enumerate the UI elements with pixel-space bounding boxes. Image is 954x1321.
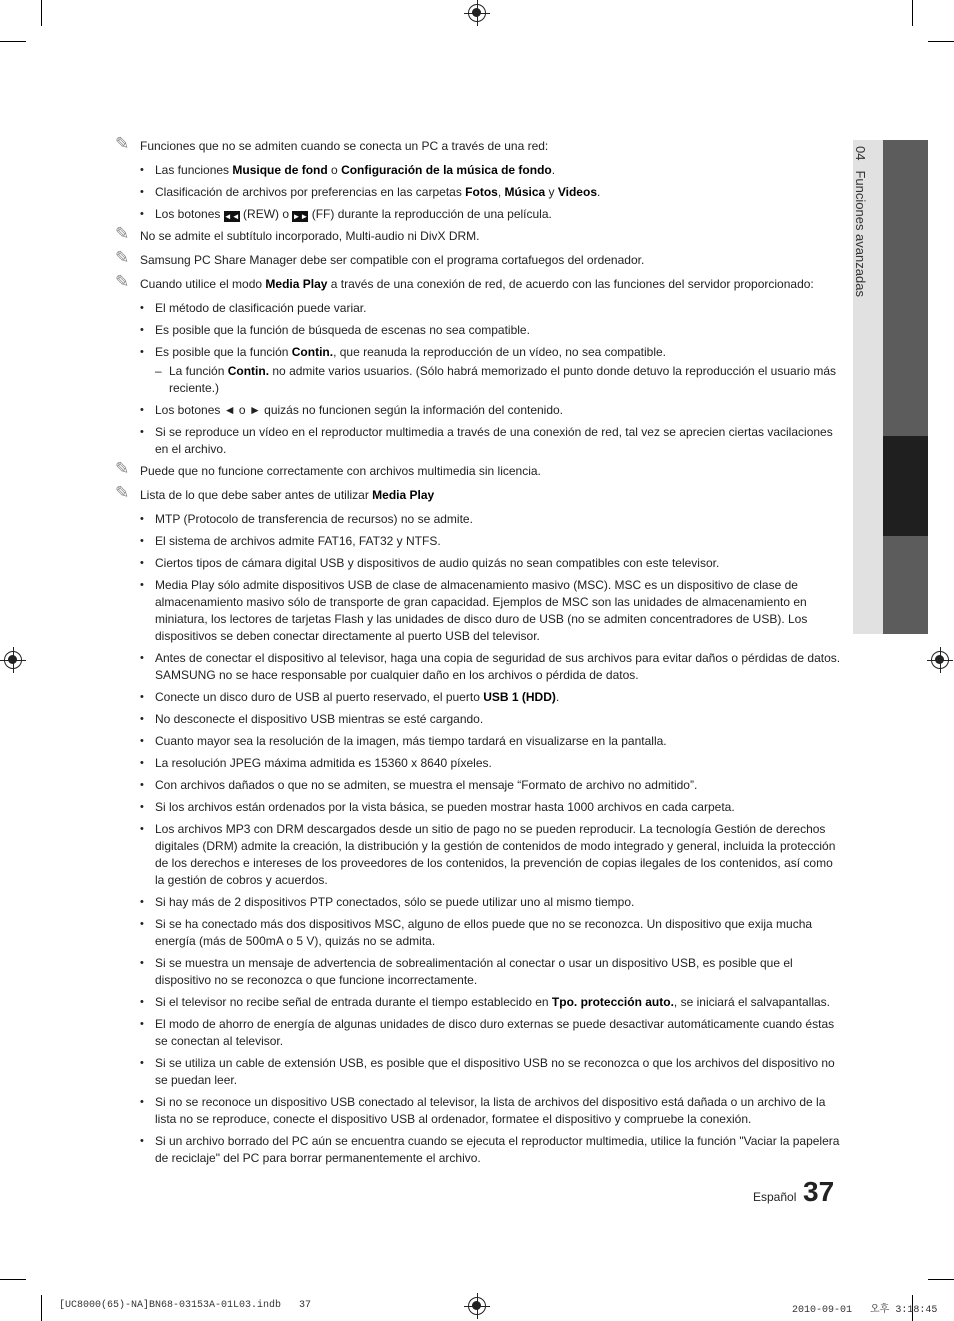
text-run: Funciones que no se admiten cuando se conecta un PC a través de una red: bbox=[140, 139, 549, 153]
text-run: (REW) o bbox=[239, 207, 293, 221]
text-run: o bbox=[327, 163, 342, 177]
bullet-item bbox=[115, 533, 841, 550]
crop-mark bbox=[41, 1295, 42, 1321]
bold-term: Media Play bbox=[265, 277, 328, 291]
bullet-item bbox=[115, 1055, 841, 1089]
text-run: El modo de ahorro de energía de algunas unidades de disco duro externas se puede desactivar automáticamente cuando éstas se conectan al televisor. bbox=[155, 1017, 835, 1048]
bullet-item bbox=[115, 1016, 841, 1050]
text-run: Si se muestra un mensaje de advertencia de sobrealimentación al conectar o usar un dispositivo USB, es posible que el dispositivo no se reconozca o que funcione incorrectamente. bbox=[155, 956, 793, 987]
text-run: . bbox=[555, 690, 560, 704]
bullet-item bbox=[115, 916, 841, 950]
text-run: Si se utiliza un cable de extensión USB, es posible que el dispositivo USB no se reconozca o que los archivos del dispositivo no se puedan leer. bbox=[155, 1056, 835, 1087]
bullet-item bbox=[115, 955, 841, 989]
page-number: 37 bbox=[803, 1176, 835, 1207]
text-run: Si el televisor no recibe señal de entrada durante el tiempo establecido en bbox=[155, 995, 552, 1009]
text-run: Los botones ◄ o ► quizás no funcionen según la información del contenido. bbox=[155, 403, 564, 417]
crop-mark bbox=[928, 41, 954, 42]
bullet-item bbox=[115, 322, 841, 339]
text-run: Si se reproduce un vídeo en el reproductor multimedia a través de una conexión de red, tal vez se aprecien ciertas vacilaciones en el archivo. bbox=[155, 425, 833, 456]
text-run: (FF) durante la reproducción de una película. bbox=[308, 207, 552, 221]
bold-term: Media Play bbox=[372, 488, 435, 502]
note-item bbox=[115, 463, 841, 480]
bold-term: Contin. bbox=[291, 345, 334, 359]
bullet-item bbox=[115, 511, 841, 528]
text-run: Cuanto mayor sea la resolución de la imagen, más tiempo tardará en visualizarse en la pantalla. bbox=[155, 734, 667, 748]
media-key-icon: ◄◄ bbox=[223, 212, 240, 221]
registration-mark-icon bbox=[4, 651, 22, 669]
footer-language: Español bbox=[753, 1190, 797, 1204]
text-run: Es posible que la función bbox=[155, 345, 292, 359]
bold-term: Musique de fond bbox=[232, 163, 328, 177]
text-run: Los archivos MP3 con DRM descargados desde un sitio de pago no se pueden reproducir. La tecnología Gestión de derechos digitales (DRM) admite la creación, la distribución y la gestión de contenidos de modo integrado y general, incluida la protección de los derechos e intereses de los proveedores de los contenidos, la prevención de copias ilegales de los contenidos, así como la gestión de cobros y acuerdos. bbox=[155, 822, 836, 887]
sub-item bbox=[115, 363, 841, 397]
bold-term: USB 1 (HDD) bbox=[483, 690, 556, 704]
print-meta-date: 2010-09-01 오후 3:18:45 bbox=[792, 1305, 938, 1316]
section-number: 04 bbox=[853, 146, 868, 161]
text-run: , que reanuda la reproducción de un vídeo, no sea compatible. bbox=[333, 345, 666, 359]
text-run: Samsung PC Share Manager debe ser compatible con el programa cortafuegos del ordenador. bbox=[140, 253, 645, 267]
bullet-item bbox=[115, 555, 841, 572]
registration-mark-icon bbox=[468, 1297, 486, 1315]
text-run: Ciertos tipos de cámara digital USB y dispositivos de audio quizás no sean compatibles con este televisor. bbox=[155, 556, 720, 570]
bold-term: Videos bbox=[557, 185, 597, 199]
text-run: Media Play sólo admite dispositivos USB de clase de almacenamiento masivo (MSC). MSC es un dispositivo de clase de almacenamiento masivo sólo de transporte de gran capacidad. Ejemplos de MSC son las unidades de almacenamiento en miniatura, los lectores de tarjetas Flash y las unidades de disco duro de USB (no se admiten concentradores de USB). Los dispositivos se deben conectar directamente al puerto USB del televisor. bbox=[155, 578, 808, 643]
bullet-item bbox=[115, 206, 841, 223]
text-run: Si se ha conectado más dos dispositivos MSC, alguno de ellos puede que no se reconozca. Un dispositivo que exija mucha energía (más de 500mA o 5 V), quizás no se admita. bbox=[155, 917, 813, 948]
bullet-item bbox=[115, 1133, 841, 1167]
text-run: . bbox=[597, 185, 601, 199]
bullet-item bbox=[115, 184, 841, 201]
note-item bbox=[115, 276, 841, 293]
side-tab-dark bbox=[883, 536, 928, 634]
text-run: Si los archivos están ordenados por la vista básica, se pueden mostrar hasta 1000 archivos en cada carpeta. bbox=[155, 800, 735, 814]
text-run: Si hay más de 2 dispositivos PTP conectados, sólo se puede utilizar uno al mismo tiempo. bbox=[155, 895, 635, 909]
bullet-item bbox=[115, 1094, 841, 1128]
bullet-item bbox=[115, 424, 841, 458]
text-run: Clasificación de archivos por preferencias en las carpetas bbox=[155, 185, 466, 199]
bold-term: Tpo. protección auto. bbox=[551, 995, 674, 1009]
text-run: Cuando utilice el modo bbox=[140, 277, 266, 291]
bullet-item bbox=[115, 894, 841, 911]
registration-mark-icon bbox=[468, 4, 486, 22]
section-name: Funciones avanzadas bbox=[853, 170, 868, 297]
text-run: Puede que no funcione correctamente con archivos multimedia sin licencia. bbox=[140, 464, 541, 478]
bullet-item bbox=[115, 650, 841, 684]
bullet-item bbox=[115, 711, 841, 728]
bold-term: Contin. bbox=[227, 364, 270, 378]
crop-mark bbox=[0, 41, 26, 42]
text-run: Si un archivo borrado del PC aún se encuentra cuando se ejecuta el reproductor multimedia, utilice la función "Vaciar la papelera de reciclaje" del PC para borrar permanentemente el archivo. bbox=[155, 1134, 840, 1165]
text-run: La función bbox=[169, 364, 228, 378]
text-run: , se iniciará el salvapantallas. bbox=[673, 995, 831, 1009]
section-title bbox=[853, 146, 868, 297]
text-run: No se admite el subtítulo incorporado, Multi-audio ni DivX DRM. bbox=[140, 229, 480, 243]
text-run: no admite varios usuarios. (Sólo habrá memorizado el punto donde detuvo la reproducción el usuario más reciente.) bbox=[169, 364, 837, 395]
crop-mark bbox=[41, 0, 42, 26]
text-run: Si no se reconoce un dispositivo USB conectado al televisor, la lista de archivos del dispositivo está dañada o un archivo de la lista no se reproduce, conecte el dispositivo USB al ordenador, formatee el dispositivo y compruebe la conexión. bbox=[155, 1095, 826, 1126]
side-tab-active bbox=[883, 436, 928, 536]
registration-mark-icon bbox=[931, 651, 949, 669]
bold-term: Configuración de la música de fondo bbox=[341, 163, 552, 177]
text-run: La resolución JPEG máxima admitida es 15360 x 8640 píxeles. bbox=[155, 756, 492, 770]
bullet-item bbox=[115, 777, 841, 794]
bullet-item bbox=[115, 689, 841, 706]
note-item bbox=[115, 138, 841, 155]
bullet-item bbox=[115, 344, 841, 361]
bullet-item bbox=[115, 799, 841, 816]
text-run: El método de clasificación puede variar. bbox=[155, 301, 367, 315]
crop-mark bbox=[912, 0, 913, 26]
text-run: Las funciones bbox=[155, 163, 233, 177]
bold-term: Música bbox=[504, 185, 546, 199]
text-run: Los botones bbox=[155, 207, 224, 221]
text-run: Conecte un disco duro de USB al puerto reservado, el puerto bbox=[155, 690, 484, 704]
text-run: Con archivos dañados o que no se admiten, se muestra el mensaje “Formato de archivo no admitido”. bbox=[155, 778, 698, 792]
text-run: MTP (Protocolo de transferencia de recursos) no se admite. bbox=[155, 512, 473, 526]
text-run: y bbox=[545, 185, 558, 199]
bullet-item bbox=[115, 577, 841, 645]
bullet-item bbox=[115, 994, 841, 1011]
bullet-item bbox=[115, 402, 841, 419]
crop-mark bbox=[0, 1279, 26, 1280]
text-run: . bbox=[551, 163, 556, 177]
media-key-icon: ►► bbox=[292, 212, 309, 221]
note-item bbox=[115, 487, 841, 504]
side-tab-dark bbox=[883, 140, 928, 436]
note-item bbox=[115, 252, 841, 269]
bullet-item bbox=[115, 300, 841, 317]
crop-mark bbox=[928, 1279, 954, 1280]
print-meta-file: [UC8000(65)-NA]BN68-03153A-01L03.indb 37 bbox=[59, 1300, 312, 1311]
text-run: , bbox=[497, 185, 505, 199]
bullet-item bbox=[115, 755, 841, 772]
bullet-item bbox=[115, 733, 841, 750]
text-run: No desconecte el dispositivo USB mientras se esté cargando. bbox=[155, 712, 484, 726]
bold-term: Fotos bbox=[465, 185, 498, 199]
text-run: Lista de lo que debe saber antes de utilizar bbox=[140, 488, 373, 502]
text-run: El sistema de archivos admite FAT16, FAT32 y NTFS. bbox=[155, 534, 441, 548]
note-item bbox=[115, 228, 841, 245]
text-run: Antes de conectar el dispositivo al televisor, haga una copia de seguridad de sus archivos para evitar daños o pérdidas de datos. SAMSUNG no se hace responsable por cualquier daño en los archivos o pérdida de datos. bbox=[155, 651, 841, 682]
text-run: a través de una conexión de red, de acuerdo con las funciones del servidor proporcionado: bbox=[327, 277, 814, 291]
notes-content bbox=[115, 138, 841, 1172]
text-run: Es posible que la función de búsqueda de escenas no sea compatible. bbox=[155, 323, 530, 337]
bullet-item bbox=[115, 162, 841, 179]
bullet-item bbox=[115, 821, 841, 889]
